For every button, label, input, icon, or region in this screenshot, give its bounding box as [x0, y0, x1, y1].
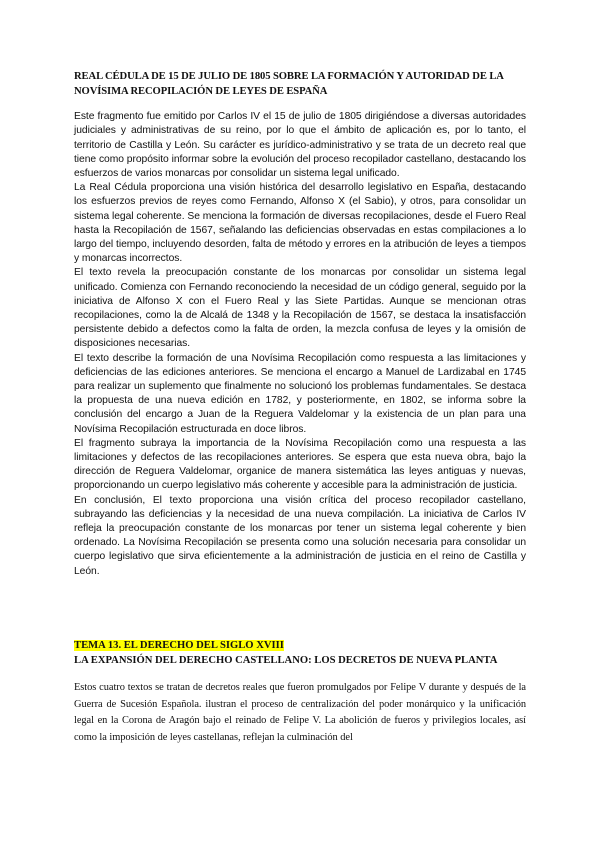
- paragraph-2: La Real Cédula proporciona una visión histórica del desarrollo legislativo en España, destacando los esfuerzos previos de reyes como Fernando, Alfonso X (el Sabio), y otros, para consolidar un sistema legal coherente. Se menciona la formación de diversas recopilaciones, desde el Fuero Real hasta la Recopilación de 1567, señalando las deficiencias observadas en estas compilaciones a lo largo del tiempo, incluyendo desorden, falta de método y errores en la atribución de leyes a tiempos y monarcas incorrectos.: [74, 182, 526, 265]
- section-subtitle: LA EXPANSIÓN DEL DERECHO CASTELLANO: LOS DECRETOS DE NUEVA PLANTA: [74, 654, 498, 666]
- section-paragraph: Estos cuatro textos se tratan de decretos reales que fueron promulgados por Felipe V durante y después de la Guerra de Sucesión Española. ilustran el proceso de centralización del poder monárquico y la unificación legal en la Corona de Aragón bajo el reinado de Felipe V. La abolición de fueros y privilegios locales, así como la imposición de leyes castellanas, reflejan la culminación del: [74, 682, 526, 743]
- paragraph-3: El texto revela la preocupación constante de los monarcas por consolidar un sistema legal unificado. Comienza con Fernando reconociendo la necesidad de un código general, seguido por la iniciativa de Alfonso X con el Fuero Real y las Siete Partidas. Aunque se mencionan otras recopilaciones, como la de Alcalá de 1348 y la Recopilación de 1567, se destaca la insatisfacción persistente debido a defectos como la falta de orden, la mezcla confusa de leyes y la omisión de disposiciones necesarias.: [74, 267, 526, 350]
- tema-heading: [74, 639, 526, 654]
- tema-13-section: [74, 639, 526, 746]
- paragraph-1: Este fragmento fue emitido por Carlos IV el 15 de julio de 1805 dirigiéndose a diversas autoridades judiciales y administrativas de su reino, por lo que el ámbito de aplicación es, por lo tanto, el territorio de Castilla y León. Su carácter es jurídico-administrativo y se trata de un decreto real que tiene como propósito informar sobre la evolución del proceso recopilador castellano, destacando los esfuerzos de varios monarcas por consolidar un sistema legal unificado.: [74, 111, 526, 179]
- paragraph-6: En conclusión, El texto proporciona una visión crítica del proceso recopilador castellano, subrayando las deficiencias y la necesidad de una nueva compilación. La iniciativa de Carlos IV refleja la preocupación constante de los monarcas por tener un sistema legal coherente y bien ordenado. La Novísima Recopilación se presenta como una solución necesaria para consolidar un cuerpo legislativo que sirva eficientemente a la administración de justicia en el reino de Castilla y León.: [74, 494, 526, 577]
- document-title: REAL CÉDULA DE 15 DE JULIO DE 1805 SOBRE LA FORMACIÓN Y AUTORIDAD DE LA NOVÍSIMA RECOPILACIÓN DE LEYES DE ESPAÑA: [74, 71, 504, 97]
- cedula-section: [74, 70, 526, 579]
- paragraph-4: El texto describe la formación de una Novísima Recopilación como respuesta a las limitaciones y deficiencias de las ediciones anteriores. Se menciona el encargo a Manuel de Lardizabal en 1745 para realizar un suplemento que finalmente no solucionó los problemas fundamentales. Se destaca la propuesta de una nueva edición en 1782, y posteriormente, en 1802, se informa sobre la conclusión del encargo a Juan de la Reguera Valdelomar y la existencia de un plan para una Novísima Recopilación estructurada en doce libros.: [74, 352, 526, 435]
- tema-highlight: TEMA 13. EL DERECHO DEL SIGLO XVIII: [74, 640, 284, 651]
- paragraph-5: El fragmento subraya la importancia de la Novísima Recopilación como una respuesta a las limitaciones y defectos de las recopilaciones anteriores. Se espera que esta nueva obra, bajo la dirección de Reguera Valdelomar, organice de manera sistemática las leyes antiguas y nuevas, proporcionando un cuerpo legislativo más coherente y accesible para la administración de justicia.: [74, 437, 526, 492]
